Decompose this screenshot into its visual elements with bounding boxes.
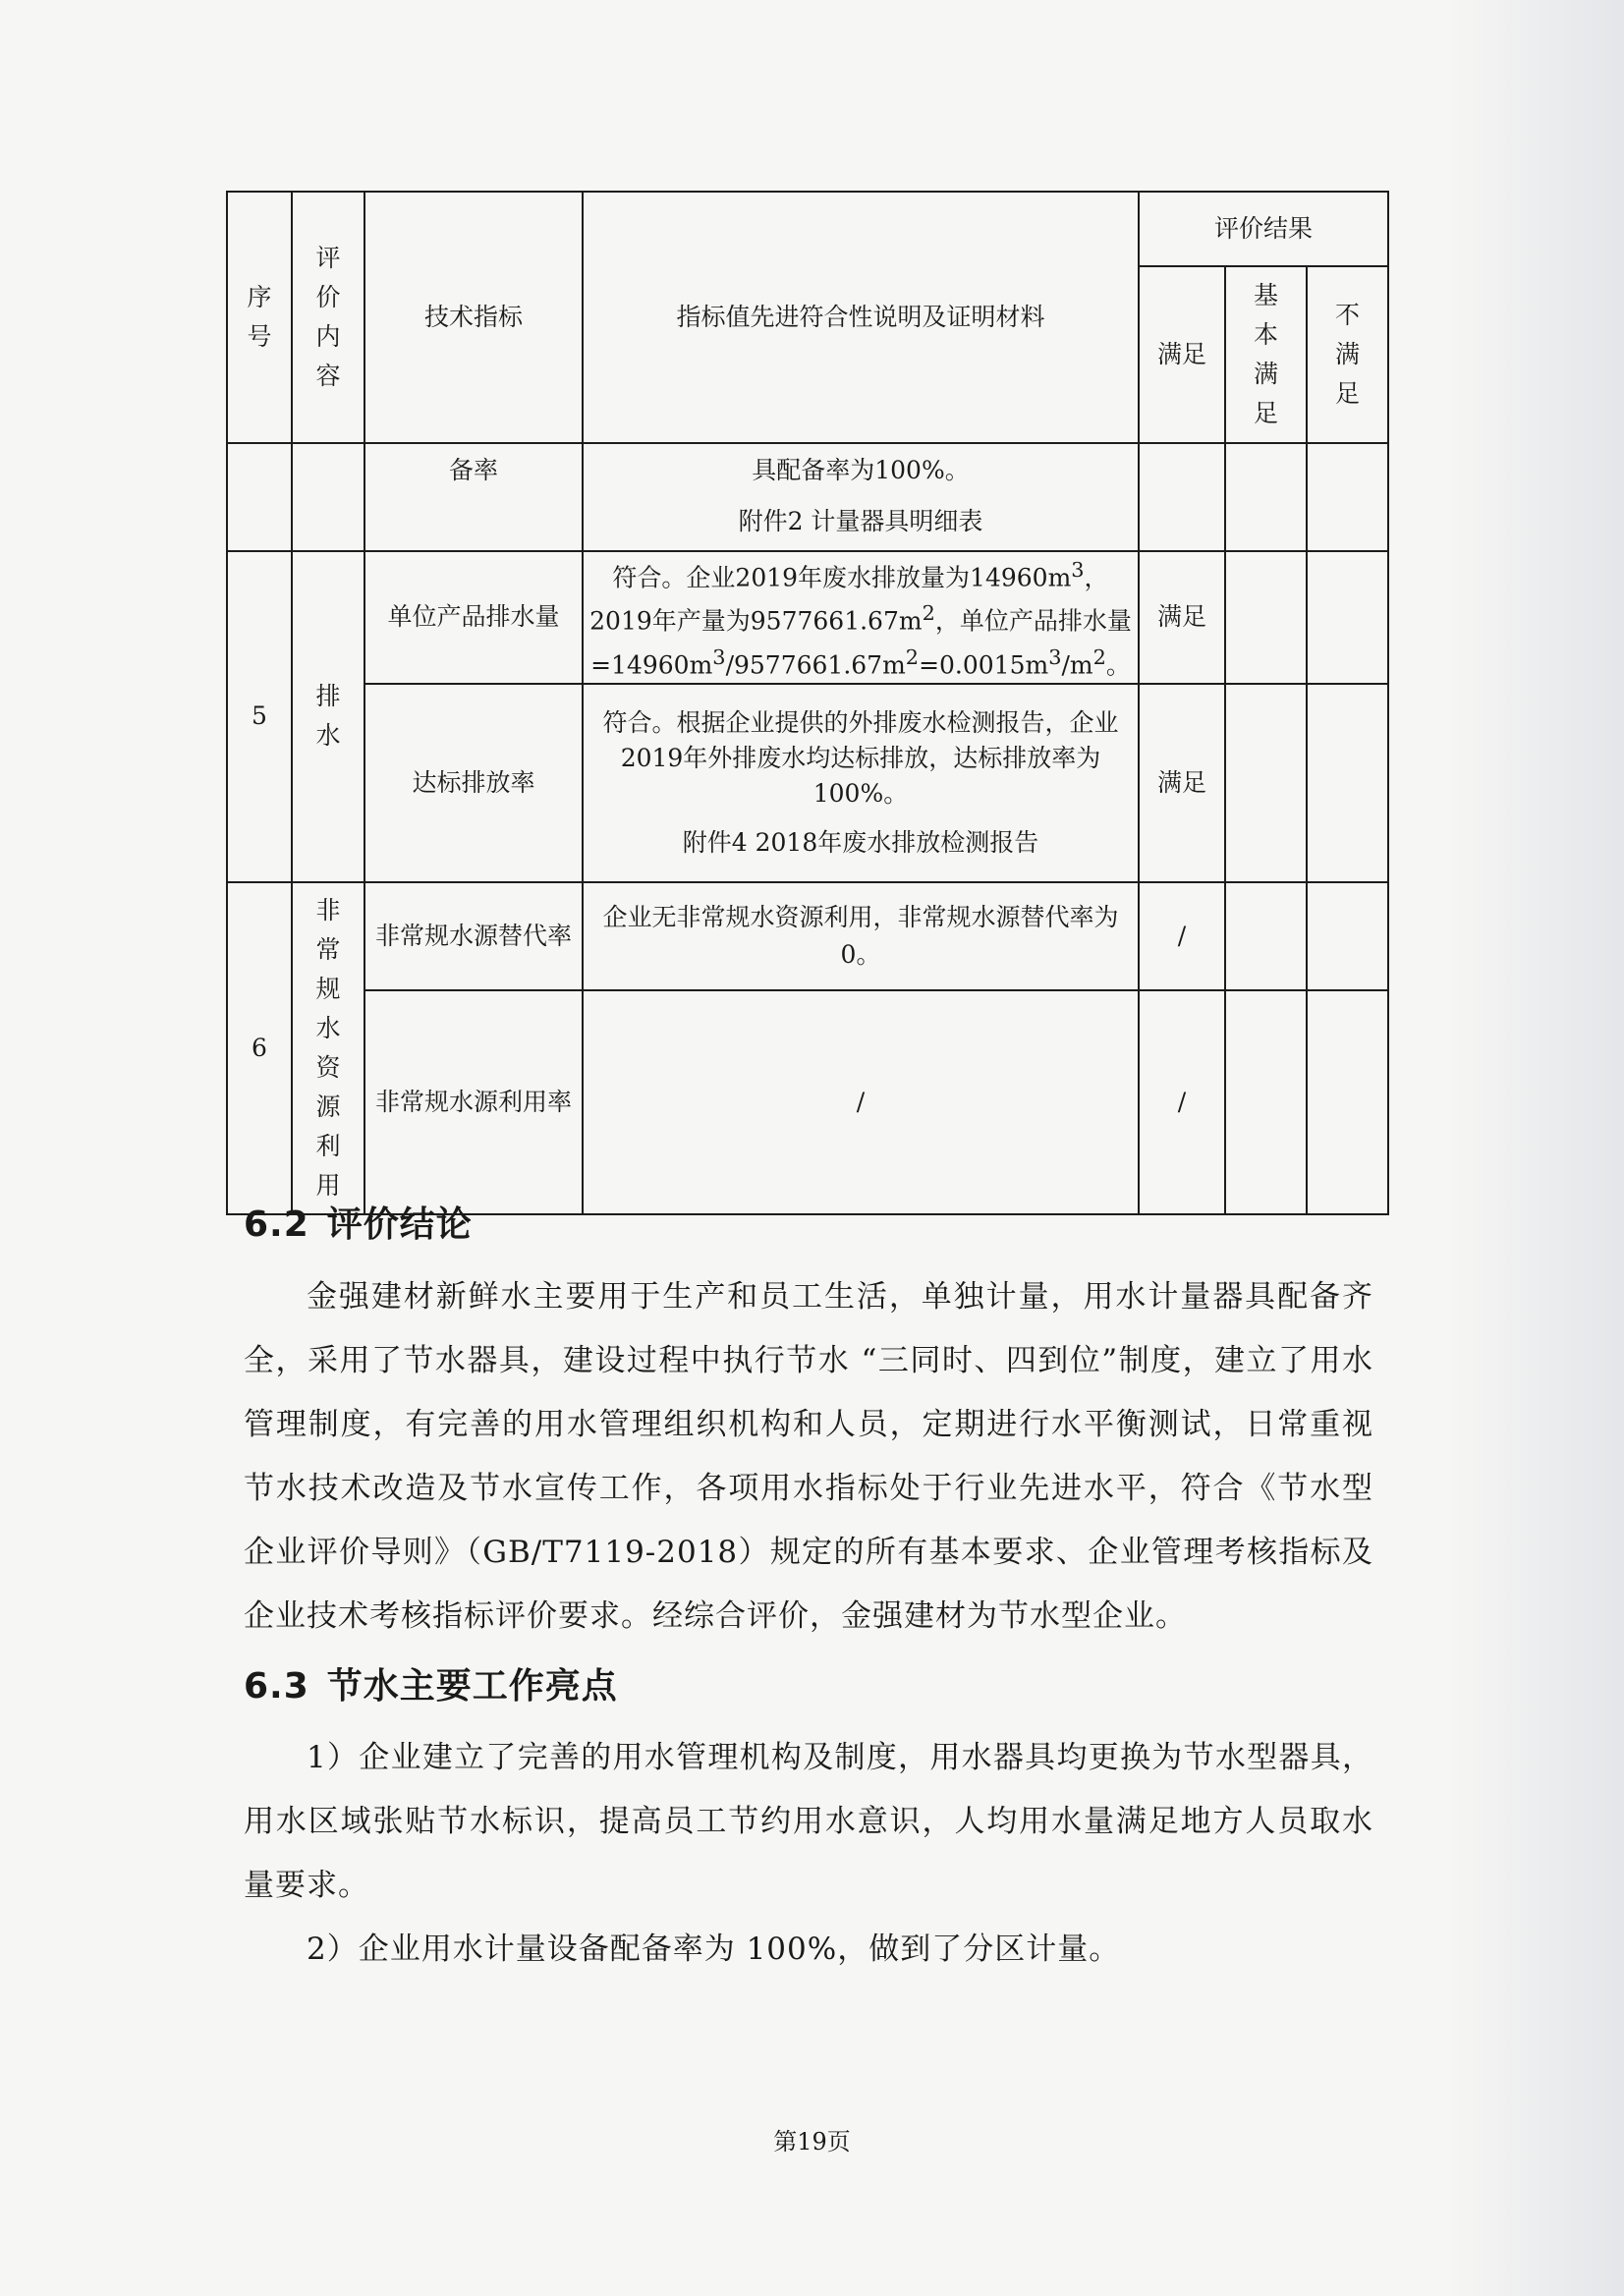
cell-indicator: 达标排放率 xyxy=(364,684,583,882)
scan-edge-shadow xyxy=(1447,0,1624,2296)
header-description: 指标值先进符合性说明及证明材料 xyxy=(583,192,1139,443)
header-seq: 序 号 xyxy=(227,192,292,443)
header-not-satisfy: 不 满 足 xyxy=(1307,266,1388,443)
section-6-2-paragraph: 金强建材新鲜水主要用于生产和员工生活，单独计量，用水计量器具配备齐全，采用了节水器具，建设过程中执行节水 “三同时、四到位”制度，建立了用水管理制度，有完善的用水管理组织机构和人员，定期进行水平衡测试，日常重视节水技术改造及节水宣传工作，各项用水指标处于行业先进水平，符合《节水型企业评价导则》（GB/T7119-2018）规定的所有基本要求、企业管理考核指标及企业技术考核指标评价要求。经综合评价，金强建材为节水型企业。 xyxy=(244,1279,1373,1634)
section-6-2-heading xyxy=(244,1197,473,1247)
header-basic-satisfy: 基 本 满 足 xyxy=(1225,266,1307,443)
cell-description xyxy=(583,684,1139,882)
section-6-3-heading xyxy=(244,1658,618,1708)
highlight-item: 1）企业建立了完善的用水管理机构及制度，用水器具均更换为节水型器具，用水区域张贴节水标识，提高员工节约用水意识，人均用水量满足地方人员取水量要求。 xyxy=(244,1740,1373,1903)
table-row xyxy=(227,443,1388,551)
cell-seq xyxy=(227,443,292,551)
table-header-row xyxy=(227,192,1388,266)
header-content: 评 价 内 容 xyxy=(292,192,364,443)
table-row xyxy=(227,684,1388,882)
cell-satisfy: 满足 xyxy=(1139,551,1225,684)
cell-indicator: 非常规水源替代率 xyxy=(364,882,583,990)
cell-content xyxy=(292,443,364,551)
table-row xyxy=(227,551,1388,684)
cell-indicator: 单位产品排水量 xyxy=(364,551,583,684)
cell-basic-satisfy xyxy=(1225,684,1307,882)
cell-description: / xyxy=(583,990,1139,1214)
cell-basic-satisfy xyxy=(1225,882,1307,990)
header-indicator: 技术指标 xyxy=(364,192,583,443)
header-satisfy: 满足 xyxy=(1139,266,1225,443)
cell-satisfy xyxy=(1139,443,1225,551)
cell-not-satisfy xyxy=(1307,443,1388,551)
cell-basic-satisfy xyxy=(1225,443,1307,551)
cell-indicator: 非常规水源利用率 xyxy=(364,990,583,1214)
attachment-note: 附件2 计量器具明细表 xyxy=(738,507,983,535)
cell-content: 非 常 规 水 资 源 利 用 xyxy=(292,882,364,1214)
section-number: 6.3 xyxy=(244,1666,309,1707)
page-number: 第19页 xyxy=(773,2128,851,2156)
table-row xyxy=(227,990,1388,1214)
evaluation-table xyxy=(226,191,1389,1215)
description-text: 符合。根据企业提供的外排废水检测报告，企业2019年外排废水均达标排放，达标排放率为100%。 xyxy=(602,707,1119,808)
cell-not-satisfy xyxy=(1307,882,1388,990)
cell-description xyxy=(583,443,1139,551)
description-text: 具配备率为100%。 xyxy=(752,456,970,484)
cell-content: 排 水 xyxy=(292,551,364,882)
section-title: 节水主要工作亮点 xyxy=(326,1666,618,1707)
cell-indicator: 备率 xyxy=(364,443,583,551)
cell-satisfy: 满足 xyxy=(1139,684,1225,882)
highlight-item: 2）企业用水计量设备配备率为 100%，做到了分区计量。 xyxy=(307,1932,1121,1967)
cell-seq: 5 xyxy=(227,551,292,882)
cell-satisfy: / xyxy=(1139,882,1225,990)
cell-seq: 6 xyxy=(227,882,292,1214)
cell-description: 符合。企业2019年废水排放量为$14960m^3$，2019年产量为$9577661.67m^2$，单位产品排水量$=14960m^3/9577661.67m^2=0.0015m^3/m^2$。 xyxy=(583,551,1139,684)
section-number: 6.2 xyxy=(244,1204,309,1245)
cell-not-satisfy xyxy=(1307,684,1388,882)
section-title: 评价结论 xyxy=(326,1204,473,1245)
cell-description: 企业无非常规水资源利用，非常规水源替代率为0。 xyxy=(583,882,1139,990)
cell-basic-satisfy xyxy=(1225,551,1307,684)
cell-not-satisfy xyxy=(1307,551,1388,684)
attachment-note: 附件4 2018年废水排放检测报告 xyxy=(682,827,1039,857)
header-result: 评价结果 xyxy=(1139,192,1388,266)
cell-basic-satisfy xyxy=(1225,990,1307,1214)
cell-not-satisfy xyxy=(1307,990,1388,1214)
table-row xyxy=(227,882,1388,990)
cell-satisfy: / xyxy=(1139,990,1225,1214)
